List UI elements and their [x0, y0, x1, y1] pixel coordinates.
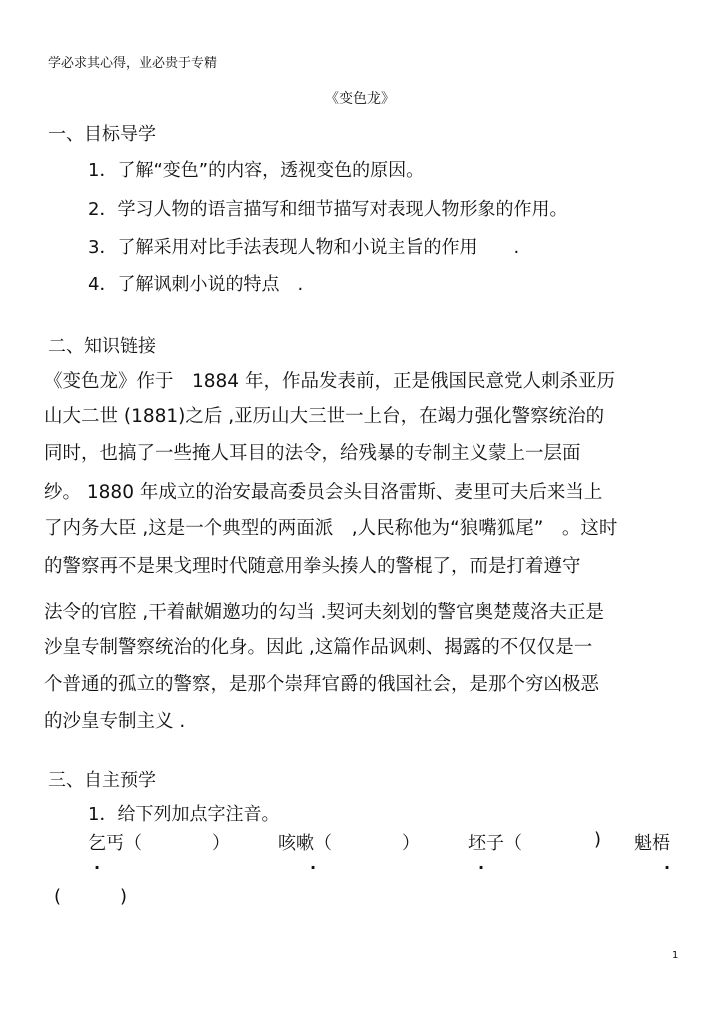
paragraph-line: 山大二世 (1881)之后 ,亚历山大三世一上台，在竭力强化警察统治的: [44, 406, 605, 427]
paragraph-line: 沙皇专制警察统治的化身。因此 ,这篇作品讽刺、揭露的不仅仅是一: [44, 637, 593, 658]
document-title: 《变色龙》: [325, 91, 395, 107]
paren-close: ）: [212, 833, 230, 854]
question-1: 1．给下列加点字注音。: [88, 804, 280, 825]
paragraph-line: 纱。 1880 年成立的治安最高委员会头目洛雷斯、麦里可夫后来当上: [44, 482, 603, 503]
header-slogan: 学必求其心得，业必贵于专精: [48, 56, 218, 71]
objective-item: 2．学习人物的语言描写和细节描写对表现人物形象的作用。: [88, 199, 568, 220]
pinyin-word: 咳嗽（: [278, 833, 332, 854]
paragraph-line: 个普通的孤立的警察，是那个崇拜官爵的俄国社会，是那个穷凶极恶: [44, 674, 600, 695]
section3-heading: 三、自主预学: [48, 770, 156, 791]
page-number: 1: [672, 950, 679, 961]
paragraph-line: 同时，也搞了一些掩人耳目的法令，给残暴的专制主义蒙上一层面: [44, 443, 581, 464]
pinyin-word: 乞丐（: [88, 833, 142, 854]
paragraph-line: 的沙皇专制主义 .: [44, 711, 186, 732]
emphasis-dot: .: [310, 854, 317, 873]
emphasis-dot: .: [664, 854, 671, 873]
emphasis-dot: .: [94, 854, 101, 873]
section2-heading: 二、知识链接: [48, 336, 156, 357]
paren-open: (: [54, 886, 62, 907]
objective-item: 3．了解采用对比手法表现人物和小说主旨的作用 .: [88, 237, 520, 258]
paragraph-line: 了内务大臣 ,这是一个典型的两面派 ,人民称他为“狼嘴狐尾” 。这时: [44, 518, 618, 539]
objective-item: 1．了解“变色”的内容，透视变色的原因。: [88, 160, 425, 181]
emphasis-dot: .: [478, 854, 485, 873]
objective-item: 4．了解讽刺小说的特点 .: [88, 274, 304, 295]
paren-close: ): [594, 829, 602, 850]
section1-heading: 一、目标导学: [48, 124, 156, 145]
paren-close: ）: [402, 833, 420, 854]
paragraph-line: 的警察再不是果戈理时代随意用拳头揍人的警棍了，而是打着遵守: [44, 556, 581, 577]
paren-close: ): [120, 886, 128, 907]
pinyin-word: 魁梧: [634, 833, 670, 854]
paragraph-line: 法令的官腔 ,干着献媚邀功的勾当 .契诃夫刻划的警官奥楚蔑洛夫正是: [44, 602, 605, 623]
paragraph-line: 《变色龙》作于 1884 年，作品发表前，正是俄国民意党人刺杀亚历: [44, 371, 615, 392]
pinyin-word: 坯子（: [468, 833, 522, 854]
